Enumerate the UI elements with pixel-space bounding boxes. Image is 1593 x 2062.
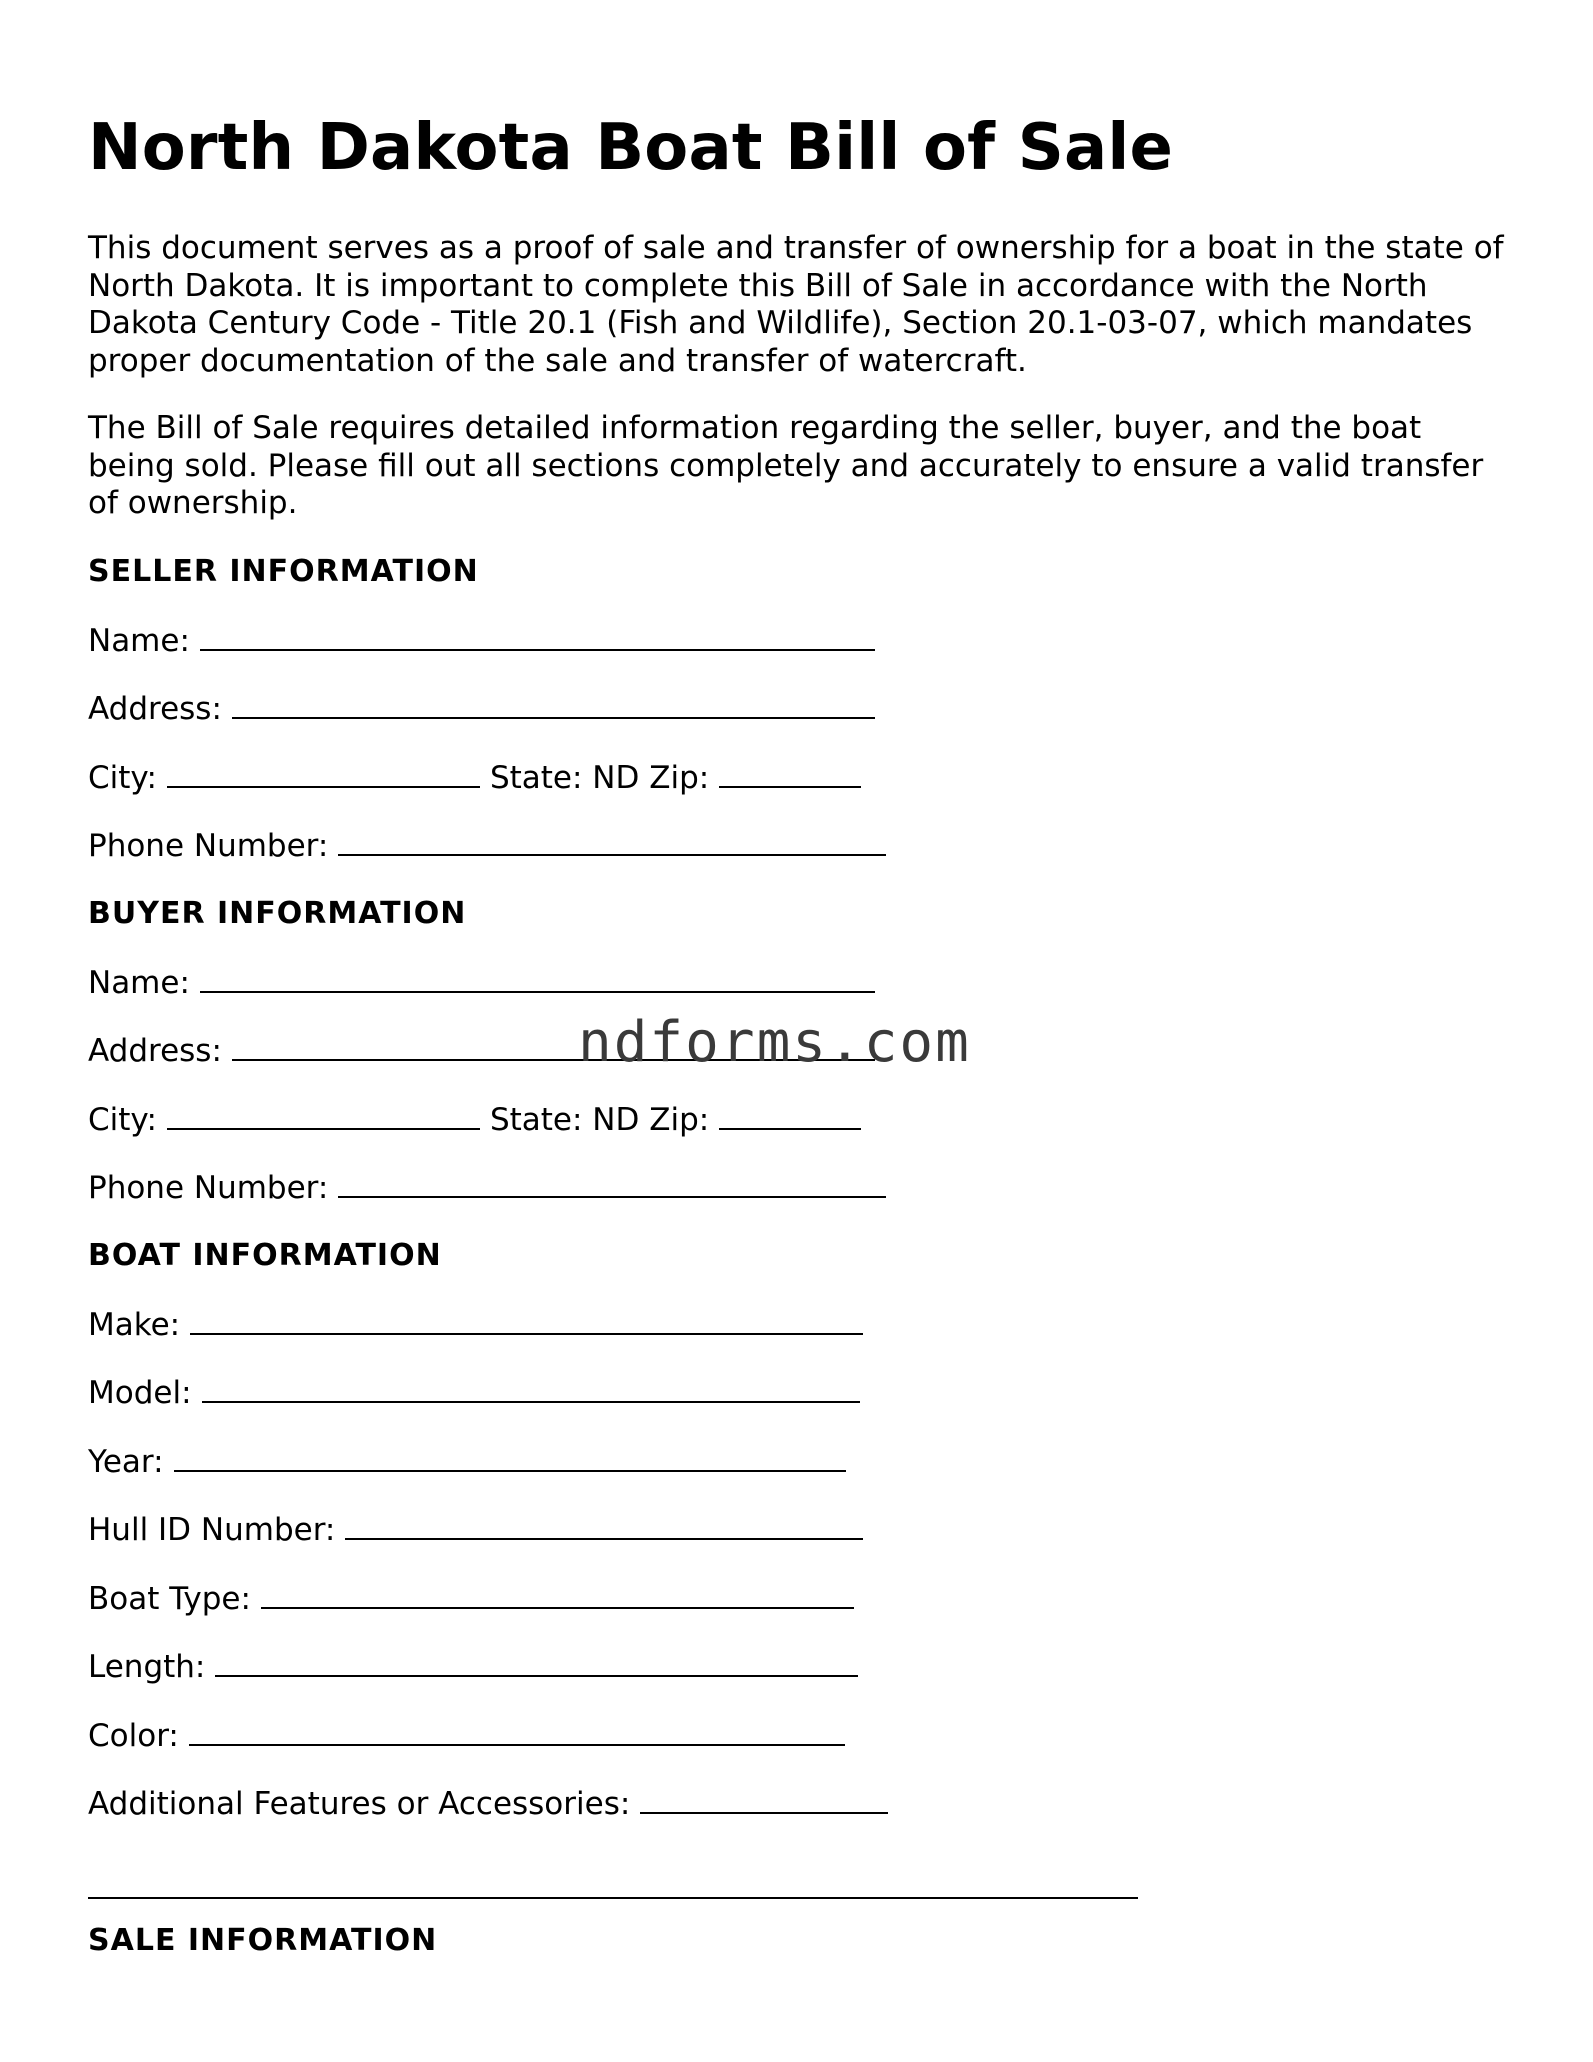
boat-hull-id-blank[interactable] (345, 1512, 863, 1540)
seller-address-label: Address: (88, 691, 222, 727)
buyer-section-heading: BUYER INFORMATION (88, 896, 467, 931)
boat-color-label: Color: (88, 1718, 179, 1754)
boat-color-blank[interactable] (189, 1718, 845, 1746)
seller-zip-label: Zip: (649, 760, 710, 796)
boat-additional-features-blank[interactable] (640, 1786, 888, 1814)
seller-phone-blank[interactable] (338, 828, 886, 856)
buyer-name-label: Name: (88, 965, 190, 1001)
seller-name-blank[interactable] (200, 623, 875, 651)
buyer-state-label: State: ND (489, 1102, 640, 1138)
buyer-name-blank[interactable] (200, 965, 875, 993)
boat-length-label: Length: (88, 1649, 206, 1685)
boat-year-blank[interactable] (174, 1444, 846, 1472)
boat-hull-id-label: Hull ID Number: (88, 1512, 336, 1548)
buyer-phone-field (88, 1168, 886, 1208)
boat-model-field (88, 1373, 860, 1413)
boat-make-label: Make: (88, 1307, 181, 1343)
boat-additional-features-continuation-line[interactable] (88, 1897, 1138, 1899)
boat-additional-features-field (88, 1784, 888, 1824)
boat-section-heading: BOAT INFORMATION (88, 1238, 442, 1273)
intro-paragraph-2: The Bill of Sale requires detailed information regarding the seller, buyer, and the boat being sold. Please fill out all sections completely and accurately to ensure a valid transfer of ownership. (88, 410, 1484, 521)
buyer-city-state-zip-field (88, 1100, 861, 1140)
boat-year-label: Year: (88, 1444, 164, 1480)
buyer-city-label: City: (88, 1102, 157, 1138)
boat-year-field (88, 1442, 846, 1482)
boat-type-blank[interactable] (261, 1581, 854, 1609)
seller-address-field (88, 689, 875, 729)
boat-model-label: Model: (88, 1375, 192, 1411)
buyer-zip-label: Zip: (649, 1102, 710, 1138)
buyer-city-blank[interactable] (167, 1102, 480, 1130)
buyer-address-label: Address: (88, 1033, 222, 1069)
boat-make-field (88, 1305, 863, 1345)
watermark-text: ndforms.com (578, 1010, 971, 1075)
boat-type-field (88, 1579, 854, 1619)
seller-section-heading: SELLER INFORMATION (88, 554, 479, 589)
boat-model-blank[interactable] (202, 1375, 860, 1403)
buyer-phone-blank[interactable] (338, 1170, 886, 1198)
buyer-phone-label: Phone Number: (88, 1170, 329, 1206)
seller-phone-field (88, 826, 886, 866)
boat-make-blank[interactable] (190, 1307, 863, 1335)
intro-paragraph-1: This document serves as a proof of sale and transfer of ownership for a boat in the state of North Dakota. It is important to complete this Bill of Sale in accordance with the North Dakota Century Code - Title 20.1 (Fish and Wildlife), Section 20.1-03-07, which mandates proper documentation of the sale and transfer of watercraft. (88, 230, 1504, 379)
seller-city-blank[interactable] (167, 760, 480, 788)
seller-name-label: Name: (88, 623, 190, 659)
boat-hull-id-field (88, 1510, 863, 1550)
seller-address-blank[interactable] (232, 691, 875, 719)
seller-city-state-zip-field (88, 758, 861, 798)
seller-state-label: State: ND (489, 760, 640, 796)
seller-name-field (88, 621, 875, 661)
boat-color-field (88, 1716, 845, 1756)
boat-additional-features-label: Additional Features or Accessories: (88, 1786, 631, 1822)
buyer-name-field (88, 963, 875, 1003)
boat-length-blank[interactable] (215, 1649, 858, 1677)
document-title: North Dakota Boat Bill of Sale (88, 111, 1174, 185)
seller-city-label: City: (88, 760, 157, 796)
seller-zip-blank[interactable] (719, 760, 861, 788)
sale-section-heading: SALE INFORMATION (88, 1923, 438, 1958)
buyer-zip-blank[interactable] (719, 1102, 861, 1130)
seller-phone-label: Phone Number: (88, 828, 329, 864)
boat-length-field (88, 1647, 858, 1687)
boat-type-label: Boat Type: (88, 1581, 251, 1617)
